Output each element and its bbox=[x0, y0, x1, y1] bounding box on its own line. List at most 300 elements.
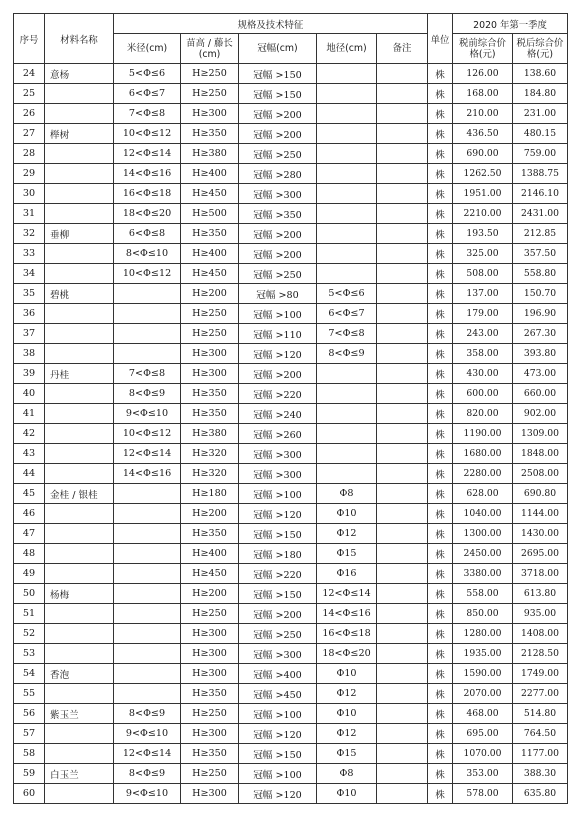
table-row bbox=[14, 404, 568, 424]
cell-height: H≥300 bbox=[181, 104, 239, 124]
cell-unit: 株 bbox=[428, 764, 453, 784]
cell-diameter bbox=[114, 504, 181, 524]
cell-material-name bbox=[45, 384, 114, 404]
table-row bbox=[14, 144, 568, 164]
cell-pre-tax-price: 558.00 bbox=[453, 584, 513, 604]
cell-unit: 株 bbox=[428, 164, 453, 184]
cell-material-name bbox=[45, 604, 114, 624]
cell-diameter bbox=[114, 284, 181, 304]
table-row bbox=[14, 704, 568, 724]
cell-crown: 冠幅 >300 bbox=[239, 464, 317, 484]
cell-seq: 55 bbox=[14, 684, 45, 704]
cell-diameter bbox=[114, 564, 181, 584]
cell-seq: 28 bbox=[14, 144, 45, 164]
cell-unit: 株 bbox=[428, 464, 453, 484]
cell-seq: 29 bbox=[14, 164, 45, 184]
cell-material-name: 榉树 bbox=[45, 124, 114, 144]
cell-height: H≥400 bbox=[181, 244, 239, 264]
cell-ground-diameter: Φ15 bbox=[317, 744, 377, 764]
cell-seq: 43 bbox=[14, 444, 45, 464]
cell-unit: 株 bbox=[428, 384, 453, 404]
cell-height: H≥400 bbox=[181, 164, 239, 184]
cell-material-name: 碧桃 bbox=[45, 284, 114, 304]
cell-pre-tax-price: 690.00 bbox=[453, 144, 513, 164]
cell-height: H≥450 bbox=[181, 264, 239, 284]
cell-material-name: 杨梅 bbox=[45, 584, 114, 604]
cell-material-name bbox=[45, 104, 114, 124]
cell-height: H≥350 bbox=[181, 224, 239, 244]
cell-height: H≥320 bbox=[181, 444, 239, 464]
cell-note bbox=[377, 724, 428, 744]
cell-ground-diameter bbox=[317, 444, 377, 464]
cell-diameter bbox=[114, 584, 181, 604]
cell-seq: 37 bbox=[14, 324, 45, 344]
cell-ground-diameter: Φ10 bbox=[317, 784, 377, 804]
cell-seq: 47 bbox=[14, 524, 45, 544]
cell-seq: 51 bbox=[14, 604, 45, 624]
cell-ground-diameter bbox=[317, 184, 377, 204]
cell-ground-diameter: Φ8 bbox=[317, 764, 377, 784]
cell-note bbox=[377, 564, 428, 584]
cell-post-tax-price: 1177.00 bbox=[513, 744, 568, 764]
cell-height: H≥200 bbox=[181, 284, 239, 304]
cell-post-tax-price: 613.80 bbox=[513, 584, 568, 604]
cell-seq: 27 bbox=[14, 124, 45, 144]
cell-crown: 冠幅 >220 bbox=[239, 384, 317, 404]
cell-note bbox=[377, 744, 428, 764]
cell-unit: 株 bbox=[428, 744, 453, 764]
cell-seq: 49 bbox=[14, 564, 45, 584]
cell-height: H≥300 bbox=[181, 664, 239, 684]
cell-material-name bbox=[45, 444, 114, 464]
cell-note bbox=[377, 64, 428, 84]
cell-crown: 冠幅 >350 bbox=[239, 204, 317, 224]
cell-seq: 26 bbox=[14, 104, 45, 124]
cell-note bbox=[377, 304, 428, 324]
cell-crown: 冠幅 >280 bbox=[239, 164, 317, 184]
cell-note bbox=[377, 544, 428, 564]
cell-note bbox=[377, 84, 428, 104]
table-row bbox=[14, 104, 568, 124]
cell-seq: 32 bbox=[14, 224, 45, 244]
cell-note bbox=[377, 264, 428, 284]
cell-note bbox=[377, 504, 428, 524]
cell-ground-diameter: 7<Φ≤8 bbox=[317, 324, 377, 344]
table-row bbox=[14, 744, 568, 764]
cell-ground-diameter: Φ12 bbox=[317, 724, 377, 744]
cell-unit: 株 bbox=[428, 484, 453, 504]
cell-note bbox=[377, 524, 428, 544]
cell-ground-diameter: Φ12 bbox=[317, 684, 377, 704]
cell-unit: 株 bbox=[428, 544, 453, 564]
cell-pre-tax-price: 1190.00 bbox=[453, 424, 513, 444]
cell-ground-diameter bbox=[317, 264, 377, 284]
header-crown: 冠幅(cm) bbox=[239, 34, 317, 64]
cell-material-name bbox=[45, 624, 114, 644]
cell-pre-tax-price: 1951.00 bbox=[453, 184, 513, 204]
cell-material-name bbox=[45, 424, 114, 444]
cell-post-tax-price: 393.80 bbox=[513, 344, 568, 364]
cell-pre-tax-price: 3380.00 bbox=[453, 564, 513, 584]
cell-unit: 株 bbox=[428, 584, 453, 604]
cell-post-tax-price: 212.85 bbox=[513, 224, 568, 244]
table-row bbox=[14, 464, 568, 484]
cell-material-name: 丹桂 bbox=[45, 364, 114, 384]
cell-material-name bbox=[45, 244, 114, 264]
cell-seq: 41 bbox=[14, 404, 45, 424]
cell-crown: 冠幅 >120 bbox=[239, 344, 317, 364]
cell-seq: 54 bbox=[14, 664, 45, 684]
cell-unit: 株 bbox=[428, 504, 453, 524]
cell-unit: 株 bbox=[428, 304, 453, 324]
cell-unit: 株 bbox=[428, 84, 453, 104]
cell-height: H≥350 bbox=[181, 524, 239, 544]
cell-material-name bbox=[45, 644, 114, 664]
cell-post-tax-price: 3718.00 bbox=[513, 564, 568, 584]
cell-post-tax-price: 690.80 bbox=[513, 484, 568, 504]
cell-post-tax-price: 635.80 bbox=[513, 784, 568, 804]
cell-ground-diameter bbox=[317, 104, 377, 124]
cell-post-tax-price: 231.00 bbox=[513, 104, 568, 124]
cell-height: H≥320 bbox=[181, 464, 239, 484]
cell-note bbox=[377, 224, 428, 244]
cell-note bbox=[377, 364, 428, 384]
cell-seq: 53 bbox=[14, 644, 45, 664]
cell-seq: 36 bbox=[14, 304, 45, 324]
header-ground-diameter: 地径(cm) bbox=[317, 34, 377, 64]
cell-material-name bbox=[45, 784, 114, 804]
cell-material-name bbox=[45, 264, 114, 284]
cell-diameter: 9<Φ≤10 bbox=[114, 784, 181, 804]
cell-unit: 株 bbox=[428, 364, 453, 384]
price-table bbox=[13, 13, 568, 804]
cell-unit: 株 bbox=[428, 644, 453, 664]
cell-ground-diameter: 6<Φ≤7 bbox=[317, 304, 377, 324]
cell-diameter bbox=[114, 684, 181, 704]
cell-crown: 冠幅 >250 bbox=[239, 264, 317, 284]
cell-seq: 58 bbox=[14, 744, 45, 764]
cell-post-tax-price: 357.50 bbox=[513, 244, 568, 264]
cell-material-name bbox=[45, 684, 114, 704]
cell-unit: 株 bbox=[428, 224, 453, 244]
cell-note bbox=[377, 144, 428, 164]
table-row bbox=[14, 604, 568, 624]
table-row bbox=[14, 64, 568, 84]
cell-note bbox=[377, 684, 428, 704]
cell-pre-tax-price: 508.00 bbox=[453, 264, 513, 284]
cell-seq: 24 bbox=[14, 64, 45, 84]
cell-crown: 冠幅 >120 bbox=[239, 784, 317, 804]
cell-seq: 45 bbox=[14, 484, 45, 504]
cell-ground-diameter bbox=[317, 244, 377, 264]
cell-ground-diameter bbox=[317, 204, 377, 224]
cell-ground-diameter: 12<Φ≤14 bbox=[317, 584, 377, 604]
cell-seq: 42 bbox=[14, 424, 45, 444]
cell-seq: 40 bbox=[14, 384, 45, 404]
cell-pre-tax-price: 430.00 bbox=[453, 364, 513, 384]
cell-crown: 冠幅 >100 bbox=[239, 764, 317, 784]
cell-seq: 33 bbox=[14, 244, 45, 264]
cell-note bbox=[377, 484, 428, 504]
cell-ground-diameter: Φ16 bbox=[317, 564, 377, 584]
header-material: 材料名称 bbox=[45, 14, 114, 64]
cell-post-tax-price: 150.70 bbox=[513, 284, 568, 304]
cell-pre-tax-price: 353.00 bbox=[453, 764, 513, 784]
cell-ground-diameter bbox=[317, 84, 377, 104]
table-row bbox=[14, 284, 568, 304]
cell-note bbox=[377, 444, 428, 464]
cell-ground-diameter: Φ10 bbox=[317, 504, 377, 524]
cell-post-tax-price: 759.00 bbox=[513, 144, 568, 164]
table-row bbox=[14, 724, 568, 744]
cell-pre-tax-price: 436.50 bbox=[453, 124, 513, 144]
cell-material-name: 白玉兰 bbox=[45, 764, 114, 784]
cell-ground-diameter bbox=[317, 144, 377, 164]
cell-unit: 株 bbox=[428, 664, 453, 684]
cell-diameter bbox=[114, 624, 181, 644]
cell-height: H≥300 bbox=[181, 784, 239, 804]
cell-material-name bbox=[45, 464, 114, 484]
cell-post-tax-price: 902.00 bbox=[513, 404, 568, 424]
cell-pre-tax-price: 168.00 bbox=[453, 84, 513, 104]
cell-height: H≥380 bbox=[181, 144, 239, 164]
table-row bbox=[14, 544, 568, 564]
cell-seq: 56 bbox=[14, 704, 45, 724]
cell-diameter bbox=[114, 604, 181, 624]
cell-note bbox=[377, 404, 428, 424]
header-seq: 序号 bbox=[14, 14, 45, 64]
cell-post-tax-price: 1144.00 bbox=[513, 504, 568, 524]
cell-note bbox=[377, 424, 428, 444]
cell-diameter: 12<Φ≤14 bbox=[114, 144, 181, 164]
cell-pre-tax-price: 2450.00 bbox=[453, 544, 513, 564]
cell-material-name bbox=[45, 204, 114, 224]
cell-pre-tax-price: 243.00 bbox=[453, 324, 513, 344]
cell-seq: 38 bbox=[14, 344, 45, 364]
table-row bbox=[14, 624, 568, 644]
cell-height: H≥250 bbox=[181, 324, 239, 344]
cell-ground-diameter: 18<Φ≤20 bbox=[317, 644, 377, 664]
cell-unit: 株 bbox=[428, 624, 453, 644]
cell-unit: 株 bbox=[428, 184, 453, 204]
cell-crown: 冠幅 >120 bbox=[239, 724, 317, 744]
cell-diameter: 8<Φ≤9 bbox=[114, 384, 181, 404]
cell-unit: 株 bbox=[428, 724, 453, 744]
cell-diameter: 6<Φ≤8 bbox=[114, 224, 181, 244]
cell-material-name bbox=[45, 184, 114, 204]
cell-diameter: 14<Φ≤16 bbox=[114, 164, 181, 184]
cell-material-name bbox=[45, 544, 114, 564]
cell-post-tax-price: 764.50 bbox=[513, 724, 568, 744]
cell-height: H≥300 bbox=[181, 724, 239, 744]
cell-crown: 冠幅 >400 bbox=[239, 664, 317, 684]
cell-unit: 株 bbox=[428, 104, 453, 124]
cell-height: H≥450 bbox=[181, 564, 239, 584]
cell-pre-tax-price: 468.00 bbox=[453, 704, 513, 724]
cell-pre-tax-price: 1680.00 bbox=[453, 444, 513, 464]
cell-seq: 48 bbox=[14, 544, 45, 564]
cell-pre-tax-price: 2280.00 bbox=[453, 464, 513, 484]
price-table-container bbox=[13, 13, 568, 804]
header-note: 备注 bbox=[377, 34, 428, 64]
cell-seq: 34 bbox=[14, 264, 45, 284]
cell-crown: 冠幅 >250 bbox=[239, 144, 317, 164]
cell-diameter: 9<Φ≤10 bbox=[114, 724, 181, 744]
cell-crown: 冠幅 >180 bbox=[239, 544, 317, 564]
cell-pre-tax-price: 1040.00 bbox=[453, 504, 513, 524]
cell-crown: 冠幅 >150 bbox=[239, 584, 317, 604]
cell-ground-diameter bbox=[317, 384, 377, 404]
cell-crown: 冠幅 >450 bbox=[239, 684, 317, 704]
table-row bbox=[14, 384, 568, 404]
cell-note bbox=[377, 164, 428, 184]
cell-post-tax-price: 1749.00 bbox=[513, 664, 568, 684]
table-row bbox=[14, 164, 568, 184]
cell-seq: 52 bbox=[14, 624, 45, 644]
cell-crown: 冠幅 >100 bbox=[239, 304, 317, 324]
cell-seq: 60 bbox=[14, 784, 45, 804]
cell-unit: 株 bbox=[428, 604, 453, 624]
cell-crown: 冠幅 >120 bbox=[239, 504, 317, 524]
cell-ground-diameter bbox=[317, 424, 377, 444]
cell-height: H≥380 bbox=[181, 424, 239, 444]
cell-ground-diameter: 5<Φ≤6 bbox=[317, 284, 377, 304]
cell-height: H≥350 bbox=[181, 404, 239, 424]
cell-post-tax-price: 1848.00 bbox=[513, 444, 568, 464]
table-row bbox=[14, 684, 568, 704]
cell-diameter bbox=[114, 324, 181, 344]
cell-material-name bbox=[45, 84, 114, 104]
cell-unit: 株 bbox=[428, 684, 453, 704]
cell-height: H≥300 bbox=[181, 364, 239, 384]
cell-note bbox=[377, 704, 428, 724]
cell-ground-diameter bbox=[317, 404, 377, 424]
cell-ground-diameter: Φ8 bbox=[317, 484, 377, 504]
cell-height: H≥350 bbox=[181, 744, 239, 764]
cell-material-name bbox=[45, 304, 114, 324]
cell-seq: 57 bbox=[14, 724, 45, 744]
cell-height: H≥250 bbox=[181, 304, 239, 324]
cell-pre-tax-price: 210.00 bbox=[453, 104, 513, 124]
table-row bbox=[14, 204, 568, 224]
cell-unit: 株 bbox=[428, 424, 453, 444]
cell-pre-tax-price: 600.00 bbox=[453, 384, 513, 404]
table-row bbox=[14, 764, 568, 784]
cell-material-name: 垂柳 bbox=[45, 224, 114, 244]
cell-note bbox=[377, 784, 428, 804]
cell-material-name: 紫玉兰 bbox=[45, 704, 114, 724]
cell-height: H≥250 bbox=[181, 64, 239, 84]
header-diameter: 米径(cm) bbox=[114, 34, 181, 64]
cell-post-tax-price: 935.00 bbox=[513, 604, 568, 624]
cell-pre-tax-price: 578.00 bbox=[453, 784, 513, 804]
cell-pre-tax-price: 126.00 bbox=[453, 64, 513, 84]
cell-note bbox=[377, 644, 428, 664]
cell-material-name bbox=[45, 724, 114, 744]
cell-diameter: 5<Φ≤6 bbox=[114, 64, 181, 84]
cell-post-tax-price: 1388.75 bbox=[513, 164, 568, 184]
cell-crown: 冠幅 >100 bbox=[239, 704, 317, 724]
cell-material-name: 香泡 bbox=[45, 664, 114, 684]
cell-crown: 冠幅 >260 bbox=[239, 424, 317, 444]
cell-pre-tax-price: 628.00 bbox=[453, 484, 513, 504]
table-row bbox=[14, 584, 568, 604]
cell-height: H≥250 bbox=[181, 704, 239, 724]
cell-diameter: 6<Φ≤7 bbox=[114, 84, 181, 104]
cell-height: H≥180 bbox=[181, 484, 239, 504]
cell-diameter bbox=[114, 344, 181, 364]
cell-note bbox=[377, 104, 428, 124]
cell-height: H≥250 bbox=[181, 604, 239, 624]
cell-ground-diameter: Φ15 bbox=[317, 544, 377, 564]
header-unit: 单位 bbox=[428, 14, 453, 64]
table-row bbox=[14, 224, 568, 244]
table-row bbox=[14, 84, 568, 104]
cell-seq: 35 bbox=[14, 284, 45, 304]
cell-pre-tax-price: 820.00 bbox=[453, 404, 513, 424]
cell-diameter bbox=[114, 644, 181, 664]
cell-pre-tax-price: 1590.00 bbox=[453, 664, 513, 684]
cell-post-tax-price: 2146.10 bbox=[513, 184, 568, 204]
cell-seq: 30 bbox=[14, 184, 45, 204]
cell-ground-diameter: Φ10 bbox=[317, 704, 377, 724]
cell-height: H≥350 bbox=[181, 684, 239, 704]
table-row bbox=[14, 504, 568, 524]
cell-note bbox=[377, 664, 428, 684]
table-row bbox=[14, 304, 568, 324]
cell-diameter: 8<Φ≤10 bbox=[114, 244, 181, 264]
cell-pre-tax-price: 1070.00 bbox=[453, 744, 513, 764]
cell-note bbox=[377, 584, 428, 604]
cell-pre-tax-price: 2210.00 bbox=[453, 204, 513, 224]
cell-unit: 株 bbox=[428, 444, 453, 464]
cell-crown: 冠幅 >150 bbox=[239, 84, 317, 104]
cell-note bbox=[377, 464, 428, 484]
cell-ground-diameter: 14<Φ≤16 bbox=[317, 604, 377, 624]
cell-post-tax-price: 138.60 bbox=[513, 64, 568, 84]
cell-pre-tax-price: 2070.00 bbox=[453, 684, 513, 704]
cell-height: H≥200 bbox=[181, 584, 239, 604]
cell-post-tax-price: 184.80 bbox=[513, 84, 568, 104]
cell-post-tax-price: 558.80 bbox=[513, 264, 568, 284]
cell-height: H≥350 bbox=[181, 384, 239, 404]
cell-unit: 株 bbox=[428, 784, 453, 804]
cell-post-tax-price: 660.00 bbox=[513, 384, 568, 404]
cell-crown: 冠幅 >300 bbox=[239, 644, 317, 664]
cell-unit: 株 bbox=[428, 344, 453, 364]
cell-note bbox=[377, 244, 428, 264]
cell-diameter bbox=[114, 304, 181, 324]
table-body bbox=[14, 64, 568, 804]
cell-diameter: 16<Φ≤18 bbox=[114, 184, 181, 204]
table-row bbox=[14, 124, 568, 144]
cell-post-tax-price: 2508.00 bbox=[513, 464, 568, 484]
cell-post-tax-price: 514.80 bbox=[513, 704, 568, 724]
cell-height: H≥250 bbox=[181, 84, 239, 104]
cell-height: H≥300 bbox=[181, 344, 239, 364]
cell-pre-tax-price: 179.00 bbox=[453, 304, 513, 324]
cell-diameter: 8<Φ≤9 bbox=[114, 704, 181, 724]
cell-ground-diameter bbox=[317, 364, 377, 384]
cell-material-name bbox=[45, 744, 114, 764]
cell-seq: 39 bbox=[14, 364, 45, 384]
table-row bbox=[14, 664, 568, 684]
cell-crown: 冠幅 >110 bbox=[239, 324, 317, 344]
cell-unit: 株 bbox=[428, 564, 453, 584]
cell-diameter bbox=[114, 664, 181, 684]
cell-ground-diameter bbox=[317, 164, 377, 184]
cell-ground-diameter bbox=[317, 124, 377, 144]
